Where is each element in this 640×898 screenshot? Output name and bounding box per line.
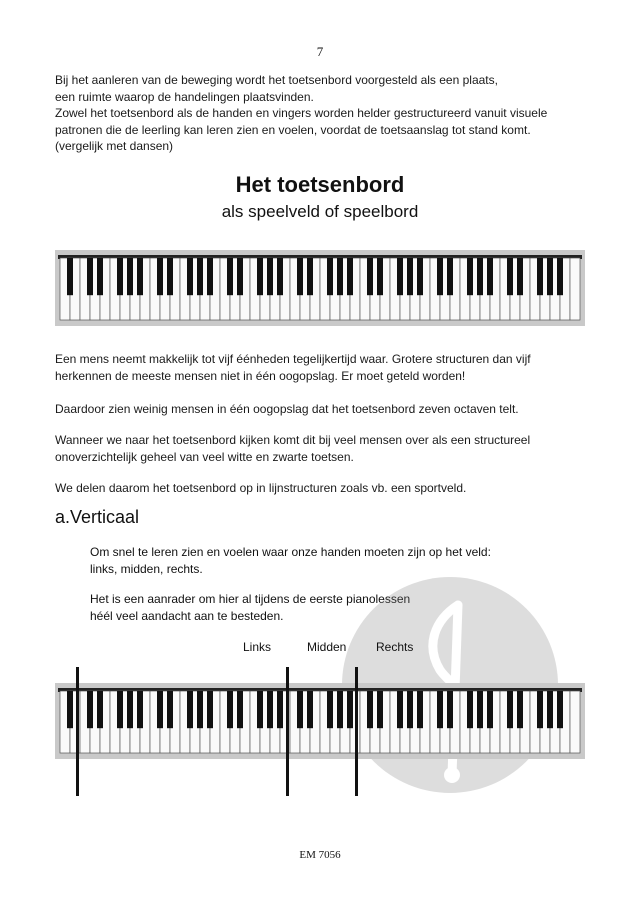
black-key	[557, 691, 563, 728]
footer-code: EM 7056	[299, 849, 341, 861]
black-key	[487, 258, 493, 295]
divider-line-middle	[286, 667, 289, 796]
section-title: a.Verticaal	[55, 507, 140, 527]
black-key	[467, 691, 473, 728]
zone-label-middle: Midden	[307, 640, 347, 654]
black-key	[447, 691, 453, 728]
black-key	[507, 691, 513, 728]
black-key	[117, 691, 123, 728]
section-line: links, midden, rechts.	[90, 561, 203, 576]
keyboard-svg	[55, 250, 585, 326]
page-number: 7	[316, 44, 324, 59]
black-key	[267, 258, 273, 295]
keyboard-illustration-1	[55, 250, 585, 326]
section-line: héél veel aandacht aan te besteden.	[90, 608, 284, 623]
black-key	[197, 258, 203, 295]
black-key	[297, 691, 303, 728]
body-line: Een mens neemt makkelijk tot vijf éénheden tegelijkertijd waar. Grotere structuren dan vijf	[55, 352, 531, 366]
black-key	[87, 691, 93, 728]
intro-paragraph	[55, 72, 547, 155]
intro-line: patronen die de leerling kan leren zien en voelen, voordat de toetsaanslag tot stand komt.	[55, 122, 531, 137]
black-key	[267, 691, 273, 728]
body-paragraph-4	[55, 480, 466, 497]
black-key	[347, 691, 353, 728]
black-key	[207, 258, 213, 295]
black-key	[137, 258, 143, 295]
body-line: Daardoor zien weinig mensen in één oogopslag dat het toetsenbord zeven octaven telt.	[55, 402, 519, 416]
black-key	[237, 258, 243, 295]
black-key	[97, 691, 103, 728]
black-key	[307, 691, 313, 728]
body-line: We delen daarom het toetsenbord op in lijnstructuren zoals vb. een sportveld.	[55, 481, 467, 495]
black-key	[67, 258, 73, 295]
black-key	[397, 691, 403, 728]
keyboard-svg	[55, 683, 585, 759]
black-key	[337, 258, 343, 295]
zone-label-left: Links	[243, 640, 272, 654]
intro-line: (vergelijk met dansen)	[55, 139, 174, 153]
black-key	[547, 691, 553, 728]
black-key	[277, 258, 283, 295]
black-key	[557, 258, 563, 295]
black-key	[447, 258, 453, 295]
black-key	[127, 258, 133, 295]
black-key	[67, 691, 73, 728]
black-key	[407, 258, 413, 295]
black-key	[377, 258, 383, 295]
black-key	[407, 691, 413, 728]
zone-label-right: Rechts	[376, 640, 414, 654]
body-line: herkennen de meeste mensen niet in één oogopslag. Er moet geteld worden!	[55, 368, 466, 383]
body-line: Wanneer we naar het toetsenbord kijken komt dit bij veel mensen over als een structureel	[55, 433, 531, 447]
black-key	[507, 258, 513, 295]
black-key	[187, 691, 193, 728]
black-key	[127, 691, 133, 728]
black-key	[487, 691, 493, 728]
black-key	[157, 691, 163, 728]
black-key	[157, 258, 163, 295]
black-key	[437, 258, 443, 295]
black-key	[307, 258, 313, 295]
intro-line: Bij het aanleren van de beweging wordt het toetsenbord voorgesteld als een plaats,	[55, 73, 498, 87]
black-key	[227, 258, 233, 295]
body-paragraph-3	[55, 432, 530, 465]
body-paragraph-1	[55, 351, 531, 384]
divider-line-right	[355, 667, 358, 796]
black-key	[277, 691, 283, 728]
black-key	[467, 258, 473, 295]
black-key	[207, 691, 213, 728]
black-key	[227, 691, 233, 728]
black-key	[367, 258, 373, 295]
black-key	[337, 691, 343, 728]
black-key	[237, 691, 243, 728]
black-key	[97, 258, 103, 295]
black-key	[197, 691, 203, 728]
black-key	[517, 691, 523, 728]
black-key	[187, 258, 193, 295]
black-key	[397, 258, 403, 295]
black-key	[327, 691, 333, 728]
black-key	[297, 258, 303, 295]
white-key	[570, 691, 580, 753]
section-line: Het is een aanrader om hier al tijdens de eerste pianolessen	[90, 592, 411, 606]
intro-line: Zowel het toetsenbord als de handen en vingers worden helder gestructureerd vanuit visuele	[55, 106, 548, 120]
body-paragraph-2	[55, 401, 519, 418]
black-key	[167, 691, 173, 728]
white-key	[570, 258, 580, 320]
black-key	[417, 691, 423, 728]
black-key	[257, 258, 263, 295]
black-key	[547, 258, 553, 295]
black-key	[137, 691, 143, 728]
black-key	[537, 258, 543, 295]
black-key	[167, 258, 173, 295]
intro-line: een ruimte waarop de handelingen plaatsvinden.	[55, 89, 314, 104]
black-key	[257, 691, 263, 728]
black-key	[437, 691, 443, 728]
black-key	[347, 258, 353, 295]
black-key	[87, 258, 93, 295]
black-key	[327, 258, 333, 295]
black-key	[517, 258, 523, 295]
black-key	[537, 691, 543, 728]
black-key	[367, 691, 373, 728]
black-key	[477, 691, 483, 728]
page-subtitle: als speelveld of speelbord	[221, 202, 419, 221]
body-line: onoverzichtelijk geheel van veel witte en zwarte toetsen.	[55, 449, 354, 464]
black-key	[417, 258, 423, 295]
divider-line-left	[76, 667, 79, 796]
black-key	[117, 258, 123, 295]
section-line: Om snel te leren zien en voelen waar onze handen moeten zijn op het veld:	[90, 545, 491, 559]
section-paragraph-1	[90, 544, 491, 577]
page-title: Het toetsenbord	[235, 172, 405, 197]
black-key	[377, 691, 383, 728]
black-key	[477, 258, 483, 295]
keyboard-illustration-2	[55, 683, 585, 759]
